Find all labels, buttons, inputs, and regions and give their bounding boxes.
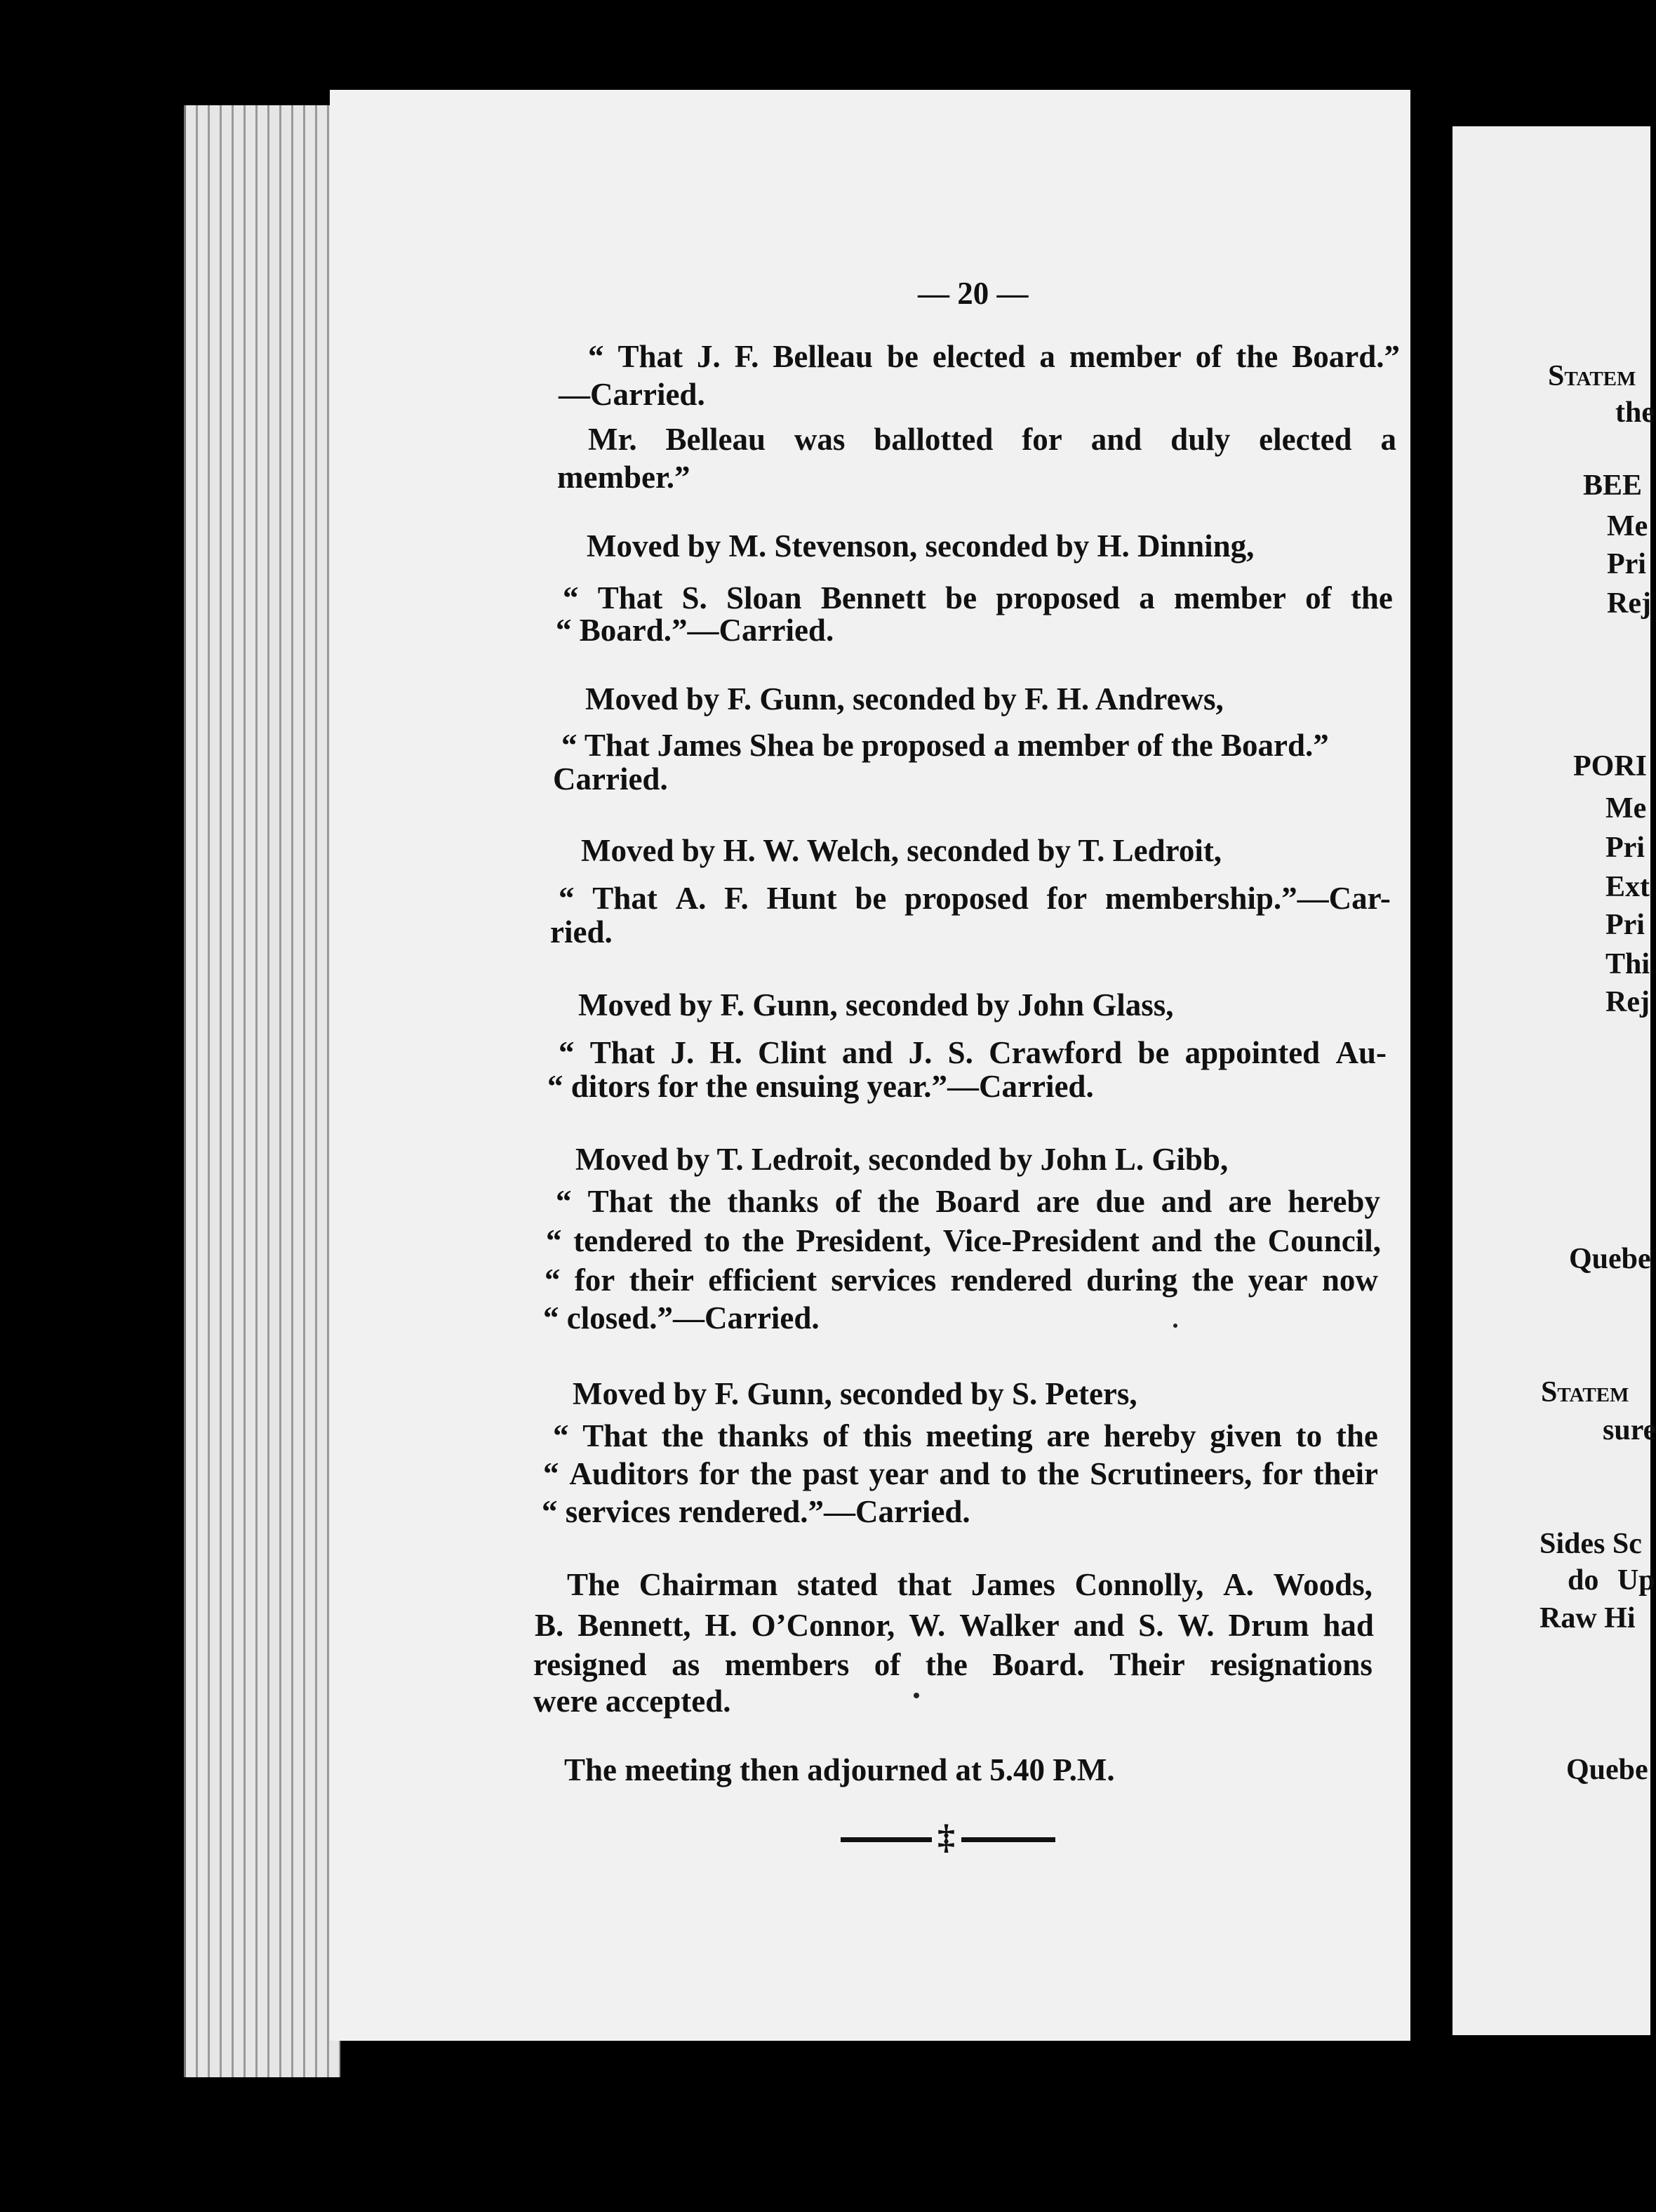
page-number: — 20 — <box>918 276 1029 311</box>
text-line: Moved by F. Gunn, seconded by John Glass, <box>578 987 1174 1022</box>
text-fragment: Quebe <box>1566 1754 1648 1786</box>
text-fragment: Thi <box>1605 948 1650 980</box>
text-fragment: Rej <box>1605 986 1650 1018</box>
print-speck <box>914 1693 919 1698</box>
text-line: “ That the thanks of the Board are due and are hereby <box>556 1184 1380 1219</box>
text-line: “ closed.”—Carried. <box>543 1300 820 1335</box>
text-fragment: do Up <box>1568 1564 1655 1597</box>
text-fragment: Me <box>1605 792 1647 825</box>
text-line: resigned as members of the Board. Their resignations <box>533 1647 1373 1682</box>
text-fragment: Pri <box>1605 832 1645 864</box>
text-line: Moved by H. W. Welch, seconded by T. Ledroit, <box>581 833 1222 868</box>
print-speck <box>1173 1324 1177 1328</box>
text-line: Moved by F. Gunn, seconded by S. Peters, <box>573 1376 1137 1411</box>
double-dagger-icon: ‡ <box>937 1817 955 1856</box>
text-fragment: Raw Hi <box>1540 1602 1636 1634</box>
book-gutter <box>1410 105 1453 2070</box>
text-line: “ That A. F. Hunt be proposed for membership.”—Car- <box>559 881 1391 916</box>
text-line: Mr. Belleau was ballotted for and duly elected a <box>588 422 1396 457</box>
text-line: Carried. <box>553 761 668 797</box>
text-line: “ ditors for the ensuing year.”—Carried. <box>547 1069 1094 1104</box>
text-fragment: sure <box>1603 1414 1656 1446</box>
ornament-rule-left <box>841 1837 932 1842</box>
text-fragment: Pri <box>1607 548 1646 580</box>
text-line: ried. <box>550 914 613 950</box>
text-fragment: PORI <box>1573 750 1647 782</box>
text-fragment: BEE <box>1583 469 1643 502</box>
text-line: Moved by M. Stevenson, seconded by H. Dinning, <box>587 528 1255 564</box>
text-line: were accepted. <box>533 1684 731 1719</box>
text-line: “ That J. H. Clint and J. S. Crawford be appointed Au- <box>559 1035 1387 1070</box>
ornament-rule-right <box>961 1837 1055 1842</box>
text-fragment: Quebe <box>1569 1243 1651 1275</box>
text-fragment: Ext <box>1605 871 1650 903</box>
text-line: “ Board.”—Carried. <box>556 613 834 648</box>
text-fragment: Me <box>1607 510 1648 542</box>
text-fragment: Statem <box>1541 1376 1629 1408</box>
text-line: “ for their efficient services rendered during the year now <box>545 1262 1378 1298</box>
text-line: “ That James Shea be proposed a member of the Board.” <box>561 728 1329 763</box>
text-line: —Carried. <box>559 377 705 412</box>
text-line: B. Bennett, H. O’Connor, W. Walker and S. W. Drum had <box>535 1608 1374 1643</box>
text-line: “ Auditors for the past year and to the Scrutineers, for their <box>543 1456 1378 1491</box>
text-line: “ That the thanks of this meeting are hereby given to the <box>553 1418 1378 1453</box>
text-line: “ tendered to the President, Vice-President and the Council, <box>546 1223 1381 1258</box>
text-fragment: Pri <box>1605 909 1645 941</box>
text-line: “ That S. Sloan Bennett be proposed a member of the <box>563 580 1393 615</box>
text-line: “ services rendered.”—Carried. <box>542 1494 970 1529</box>
section-ornament <box>841 1817 1055 1856</box>
text-fragment: the <box>1615 397 1655 429</box>
text-line: member.” <box>557 460 690 495</box>
text-line: The meeting then adjourned at 5.40 P.M. <box>564 1752 1115 1787</box>
right-page-edge <box>1453 126 1656 2035</box>
text-fragment: Sides Sc <box>1540 1528 1642 1560</box>
text-line: “ That J. F. Belleau be elected a member of the Board.” <box>588 339 1400 374</box>
text-line: The Chairman stated that James Connolly, A. Woods, <box>567 1567 1373 1602</box>
text-fragment: Rej <box>1607 587 1651 620</box>
text-line: Moved by F. Gunn, seconded by F. H. Andrews, <box>585 681 1224 717</box>
text-line: Moved by T. Ledroit, seconded by John L. Gibb, <box>575 1142 1229 1177</box>
text-fragment: Statem <box>1548 360 1636 392</box>
page-edge-stack <box>184 105 340 2077</box>
